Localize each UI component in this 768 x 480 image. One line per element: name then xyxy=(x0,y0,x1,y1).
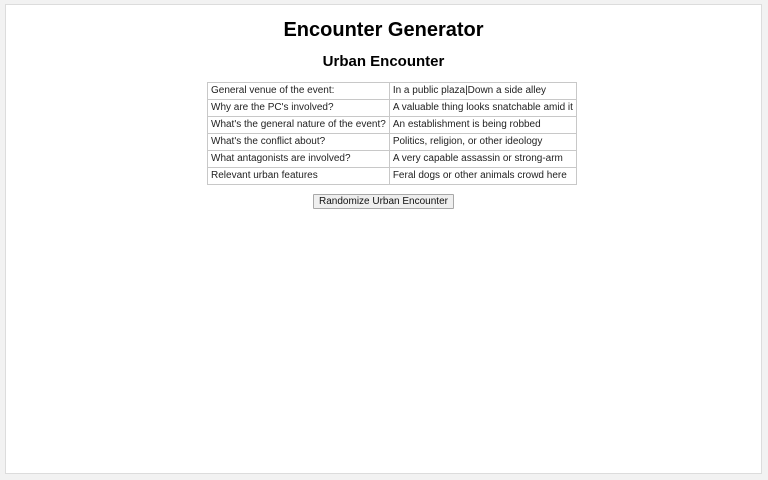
answer-cell: A very capable assassin or strong-arm xyxy=(389,151,576,168)
answer-cell: In a public plaza|Down a side alley xyxy=(389,83,576,100)
answer-cell: Politics, religion, or other ideology xyxy=(389,134,576,151)
table-row xyxy=(208,168,577,185)
page-container xyxy=(5,4,762,474)
randomize-button[interactable]: Randomize Urban Encounter xyxy=(313,194,454,209)
table-row xyxy=(208,117,577,134)
table-row xyxy=(208,83,577,100)
question-cell: What's the conflict about? xyxy=(208,134,390,151)
answer-cell: An establishment is being robbed xyxy=(389,117,576,134)
question-cell: Relevant urban features xyxy=(208,168,390,185)
question-cell: What's the general nature of the event? xyxy=(208,117,390,134)
page-title: Encounter Generator xyxy=(283,19,484,41)
button-container xyxy=(6,191,761,209)
answer-cell: A valuable thing looks snatchable amid it xyxy=(389,100,576,117)
question-cell: Why are the PC's involved? xyxy=(208,100,390,117)
table-row xyxy=(208,100,577,117)
section-title: Urban Encounter xyxy=(322,53,445,70)
table-row xyxy=(208,134,577,151)
answer-cell: Feral dogs or other animals crowd here xyxy=(389,168,576,185)
question-cell: What antagonists are involved? xyxy=(208,151,390,168)
encounter-table xyxy=(207,82,577,185)
table-row xyxy=(208,151,577,168)
question-cell: General venue of the event: xyxy=(208,83,390,100)
